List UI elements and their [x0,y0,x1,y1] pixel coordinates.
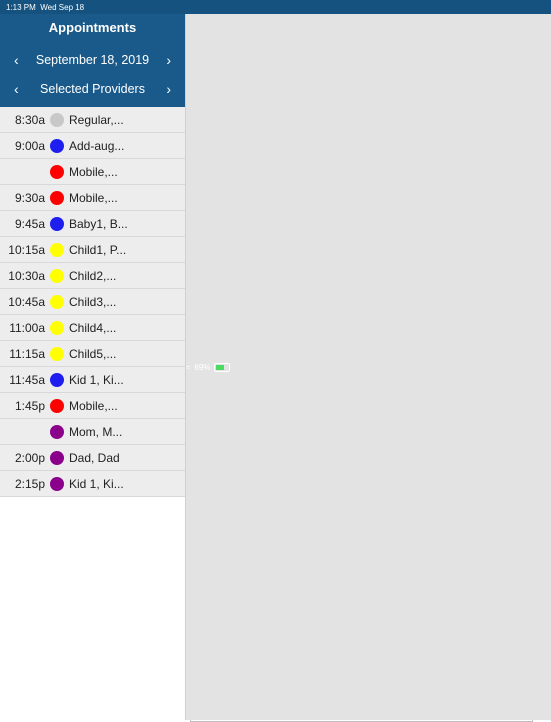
appointment-time: 11:45a [9,372,45,387]
appointment-patient-name: Child3,... [69,294,117,309]
appointment-patient-name: Mobile,... [69,164,118,179]
appointment-status-dot [50,113,64,127]
appointment-time: 8:30a [14,112,45,127]
appointment-status-dot [50,217,64,231]
prev-date-icon[interactable]: ‹ [14,52,19,68]
appointment-patient-name: Kid 1, Ki... [69,372,124,387]
appointment-time: 2:00p [14,450,45,465]
appointment-patient-name: Child4,... [69,320,117,335]
appointment-patient-name: Child1, P... [69,242,127,257]
appointment-time: 10:45a [8,294,45,309]
appointment-status-dot [50,243,64,257]
next-date-icon[interactable]: › [166,52,171,68]
appointment-row[interactable] [0,211,185,237]
appointment-patient-name: Kid 1, Ki... [69,476,124,491]
appointment-patient-name: Child5,... [69,346,117,361]
provider-selector [0,78,185,100]
appointment-row[interactable] [0,133,185,159]
appointment-row[interactable] [0,471,185,497]
appointment-row[interactable] [0,159,185,185]
appointment-patient-name: Baby1, B... [69,216,128,231]
appointment-status-dot [50,425,64,439]
appointment-patient-name: Add-aug... [69,138,125,153]
appointment-time: 11:15a [9,346,45,361]
appointment-patient-name: Mobile,... [69,190,118,205]
appointment-status-dot [50,451,64,465]
appointment-row[interactable] [0,237,185,263]
appointment-status-dot [50,399,64,413]
appointment-time: 10:30a [8,268,45,283]
appointment-status-dot [50,165,64,179]
appointment-time: 9:00a [14,138,45,153]
appointment-patient-name: Regular,... [69,112,124,127]
status-time: 1:13 PM [6,2,36,12]
appointment-time: 10:15a [8,242,45,257]
appointment-patient-name: Child2,... [69,268,117,283]
appointment-time: 9:30a [14,190,45,205]
appointments-title: Appointments [48,20,137,35]
appointment-time: 1:45p [14,398,45,413]
appointment-row[interactable] [0,341,185,367]
appointment-status-dot [50,347,64,361]
appointment-row[interactable] [0,393,185,419]
appointment-status-dot [50,191,64,205]
next-provider-icon[interactable]: › [166,81,171,97]
appointment-time: 9:45a [14,216,45,231]
appointment-time: 11:00a [9,320,45,335]
date-selector [0,49,185,71]
battery-icon [214,363,230,372]
appointment-time: 2:15p [14,476,45,491]
appointment-row[interactable] [0,107,185,133]
appointment-row[interactable] [0,263,185,289]
appointment-patient-name: Dad, Dad [69,450,120,465]
appointment-row[interactable] [0,419,185,445]
appointment-status-dot [50,269,64,283]
wifi-icon: ≈ [186,362,191,372]
appointment-status-dot [50,139,64,153]
appointment-status-dot [50,321,64,335]
appointment-row[interactable] [0,445,185,471]
appointment-list [0,107,185,497]
prev-provider-icon[interactable]: ‹ [14,81,19,97]
appointment-patient-name: Mobile,... [69,398,118,413]
appointment-row[interactable] [0,315,185,341]
appointment-row[interactable] [0,289,185,315]
current-date[interactable]: September 18, 2019 [35,53,150,67]
appointment-patient-name: Mom, M... [69,424,123,439]
appointment-row[interactable] [0,185,185,211]
appointment-row[interactable] [0,367,185,393]
appointment-status-dot [50,373,64,387]
status-day: Wed Sep 18 [40,2,85,12]
appointment-status-dot [50,477,64,491]
selected-providers[interactable]: Selected Providers [40,82,145,96]
appointment-status-dot [50,295,64,309]
battery-percent: 69% [194,362,211,372]
appointments-panel [0,0,186,720]
appointments-header [0,14,185,107]
